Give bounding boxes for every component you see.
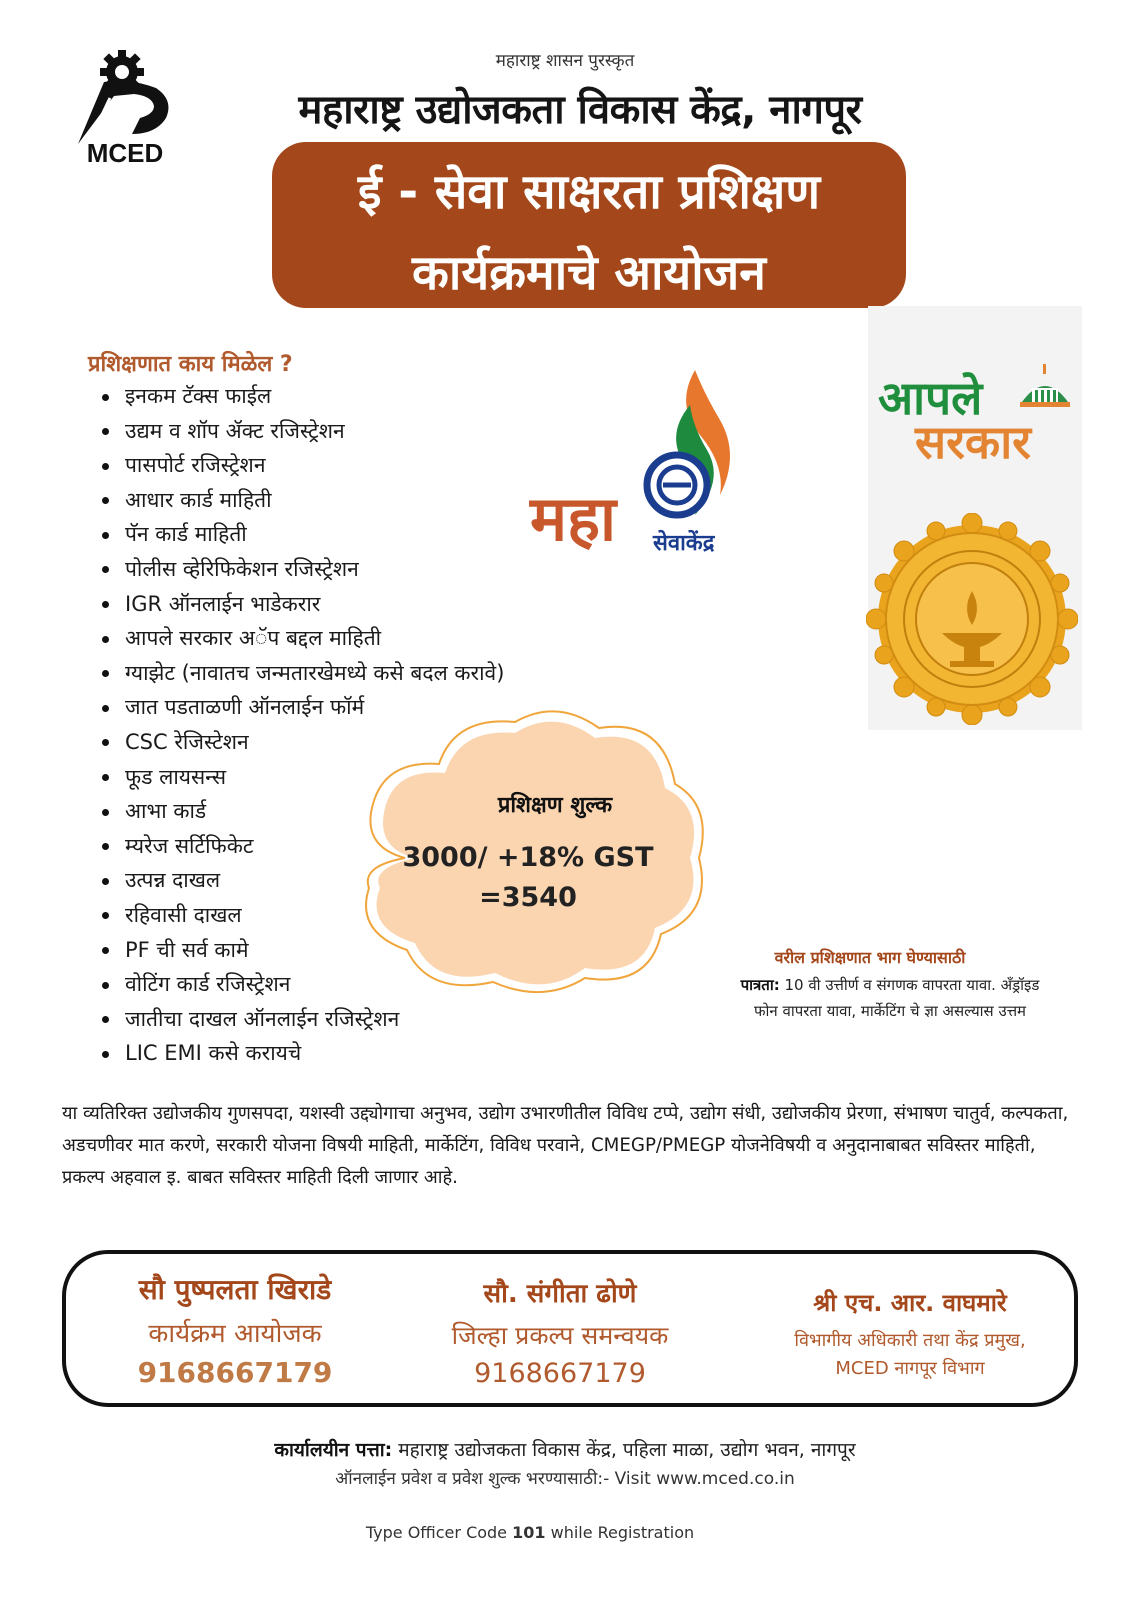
list-item: आभा कार्ड <box>102 797 622 832</box>
officer-code-prefix: Type Officer Code <box>365 1523 513 1542</box>
address-text: महाराष्ट्र उद्योजकता विकास केंद्र, पहिला माळा, उद्योग भवन, नागपूर <box>392 1439 856 1461</box>
online-admission <box>120 1466 1010 1489</box>
program-banner <box>272 142 906 308</box>
eligibility-label: पात्रता: <box>740 976 780 994</box>
aaple-sarkar-logo-line1: आपले <box>878 371 983 425</box>
aaple-sarkar-logo-line2: सरकार <box>915 415 1031 469</box>
list-item: PF ची सर्व कामे <box>102 936 622 971</box>
list-item: ग्याझेट (नावातच जन्मतारखेमध्ये कसे बदल करावे) <box>102 659 622 694</box>
list-item: पॅन कार्ड माहिती <box>102 520 622 555</box>
mced-logo <box>70 48 180 166</box>
list-item: उत्पन्न दाखल <box>102 866 622 901</box>
contact-name: सौ पुष्पलता खिराडे <box>138 1273 332 1306</box>
contact-head <box>740 1286 1080 1383</box>
list-item: उद्यम व शॉप ॲक्ट रजिस्ट्रेशन <box>102 417 622 452</box>
list-item: जात पडताळणी ऑनलाईन फॉर्म <box>102 693 622 728</box>
banner-line-2: कार्यक्रमाचे आयोजन <box>412 245 766 301</box>
contact-organizer <box>80 1270 390 1389</box>
officer-code-note <box>280 1523 780 1542</box>
eligibility-line-2: फोन वापरता यावा, मार्केटिंग चे ज्ञा असल्यास उत्तम <box>753 1002 1027 1020</box>
website-link[interactable]: www.mced.co.in <box>656 1469 795 1489</box>
officer-code-suffix: while Registration <box>545 1523 695 1542</box>
list-item: रहिवासी दाखल <box>102 901 622 936</box>
contact-role-line-1: विभागीय अधिकारी तथा केंद्र प्रमुख, <box>794 1330 1026 1351</box>
list-item: LIC EMI कसे करायचे <box>102 1039 622 1074</box>
list-item: वोटिंग कार्ड रजिस्ट्रेशन <box>102 970 622 1005</box>
list-item: CSC रेजिस्टेशन <box>102 728 622 763</box>
fee-label: प्रशिक्षण शुल्क <box>497 793 613 818</box>
contact-coordinator <box>400 1270 720 1389</box>
organization-title: महाराष्ट्र उद्योजकता विकास केंद्र, नागपूर <box>298 87 862 133</box>
contact-role: जिल्हा प्रकल्प समन्वयक <box>451 1321 669 1350</box>
e-icon <box>647 455 707 515</box>
list-item: इनकम टॅक्स फाईल <box>102 382 622 417</box>
mced-logo-text: MCED <box>86 138 164 166</box>
fee-total: =3540 <box>479 882 577 913</box>
office-address <box>120 1436 1010 1462</box>
benefits-heading: प्रशिक्षणात काय मिळेल ? <box>88 352 293 377</box>
contact-phone[interactable]: 9168667179 <box>137 1356 333 1389</box>
sponsor-text: महाराष्ट्र शासन पुरस्कृत <box>495 51 635 71</box>
program-description: या व्यतिरिक्त उद्योजकीय गुणसपदा, यशस्वी उद्द्योगाचा अनुभव, उद्योग उभारणीतील विविध टप्पे, उद्योग संधी, उद्योजकीय प्रेरणा, संभाषण चातुर्व, कल्पकता, अडचणीवर मात करणे, सरकारी योजना विषयी माहिती, मार्केटिंग, विविध परवाने, CMEGP/PMEGP योजनेविषयी व अनुदानाबाबत सविस्तर माहिती, प्रकल्प अहवाल इ. बाबत सविस्तर माहिती दिली जाणार आहे. <box>62 1103 1069 1188</box>
list-item: जातीचा दाखल ऑनलाईन रजिस्ट्रेशन <box>102 1005 622 1040</box>
seva-kendra-text: सेवाकेंद्र <box>653 531 715 556</box>
officer-code: 101 <box>512 1523 546 1542</box>
fee-amount: 3000/ +18% GST <box>402 842 654 873</box>
list-item: म्यरेज सर्टिफिकेट <box>102 832 622 867</box>
contact-role: कार्यक्रम आयोजक <box>148 1319 322 1349</box>
eligibility-line-1: 10 वी उत्तीर्ण व संगणक वापरता यावा. अँड्रॉइड <box>779 976 1040 994</box>
maha-logo-text: महा <box>530 482 617 555</box>
contact-role <box>740 1327 1080 1383</box>
list-item: फूड लायसन्स <box>102 763 622 798</box>
eligibility-text <box>700 972 1080 1024</box>
list-item: आपले सरकार अॅप बद्दल माहिती <box>102 624 622 659</box>
maha-e-seva-kendra-logo <box>525 365 775 570</box>
temple-icon <box>1018 362 1072 410</box>
banner-line-1: ई - सेवा साक्षरता प्रशिक्षण <box>357 164 821 220</box>
contact-role-line-2: MCED नागपूर विभाग <box>835 1358 985 1379</box>
contact-phone[interactable]: 9168667179 <box>474 1358 646 1389</box>
online-prefix: ऑनलाईन प्रवेश व प्रवेश शुल्क भरण्यासाठी:- Visit <box>335 1469 657 1489</box>
list-item: पासपोर्ट रजिस्ट्रेशन <box>102 451 622 486</box>
list-item: IGR ऑनलाईन भाडेकरार <box>102 590 622 625</box>
contact-name: श्री एच. आर. वाघमारे <box>813 1289 1007 1317</box>
eligibility-heading: वरील प्रशिक्षणात भाग घेण्यासाठी <box>774 948 966 967</box>
maharashtra-government-seal <box>866 513 1078 725</box>
contact-name: सौ. संगीता ढोणे <box>483 1279 637 1309</box>
address-label: कार्यालयीन पत्ता: <box>274 1439 393 1461</box>
list-item: पोलीस व्हेरिफिकेशन रजिस्ट्रेशन <box>102 555 622 590</box>
list-item: आधार कार्ड माहिती <box>102 486 622 521</box>
